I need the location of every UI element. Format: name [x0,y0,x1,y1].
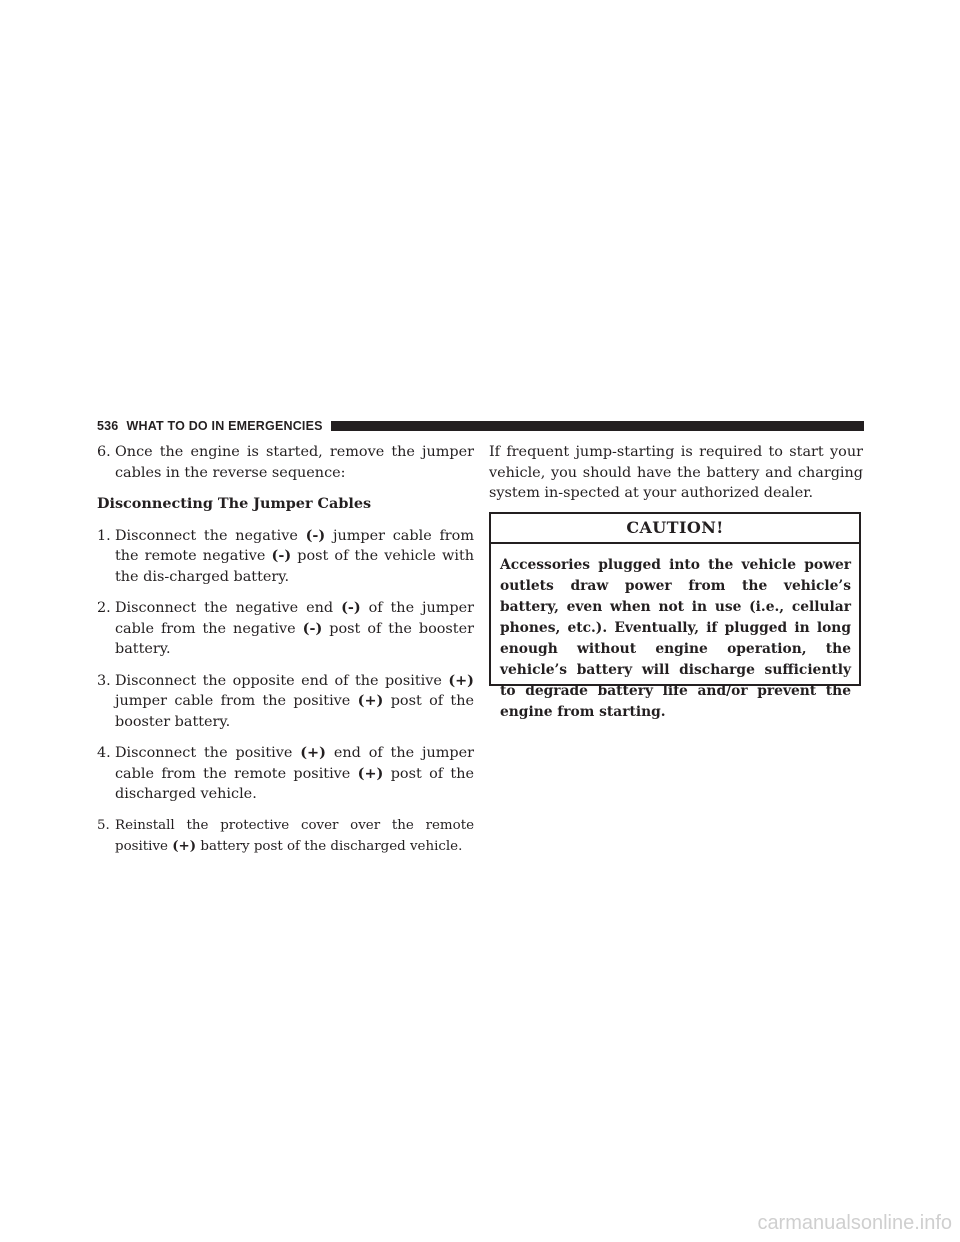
disconnect-step-5: 5. Reinstall the protective cover over the remote positive (+) battery post of the discharged vehicle. [97,817,474,854]
page-header [97,418,864,434]
header-rule [331,421,864,431]
disconnect-step-1: 1. Disconnect the negative (-) jumper cable from the remote negative (-) post of the vehicle with the dis-charged battery. [97,526,475,585]
watermark: carmanualsonline.info [757,1212,952,1234]
section-title: WHAT TO DO IN EMERGENCIES [126,419,323,433]
caution-body: Accessories plugged into the vehicle power outlets draw power from the vehicle’s battery, even when not in use (i.e., cellular phones, etc.). Eventually, if plugged in long enough without engine operation, the vehicle’s battery will discharge sufficiently to degrade battery life and/or prevent the engine from starting. [500,557,851,720]
right-column [489,442,863,504]
disconnect-step-3: 3. Disconnect the opposite end of the positive (+) jumper cable from the positive (+) post of the booster battery. [97,671,474,730]
page-number: 536 [97,419,119,433]
jump-start-paragraph: If frequent jump-starting is required to start your vehicle, you should have the battery and charging system in-spected at your authorized dealer. [489,444,863,501]
subheading: Disconnecting The Jumper Cables [97,495,372,512]
step-6: 6. Once the engine is started, remove the jumper cables in the reverse sequence: [97,444,474,481]
disconnect-step-2: 2. Disconnect the negative end (-) of the jumper cable from the negative (-) post of the booster battery. [97,599,474,657]
caution-box [489,512,861,720]
left-column [97,442,474,869]
caution-title: CAUTION! [491,514,859,544]
disconnect-step-4: 4. Disconnect the positive (+) end of the jumper cable from the remote positive (+) post of the discharged vehicle. [97,744,474,802]
